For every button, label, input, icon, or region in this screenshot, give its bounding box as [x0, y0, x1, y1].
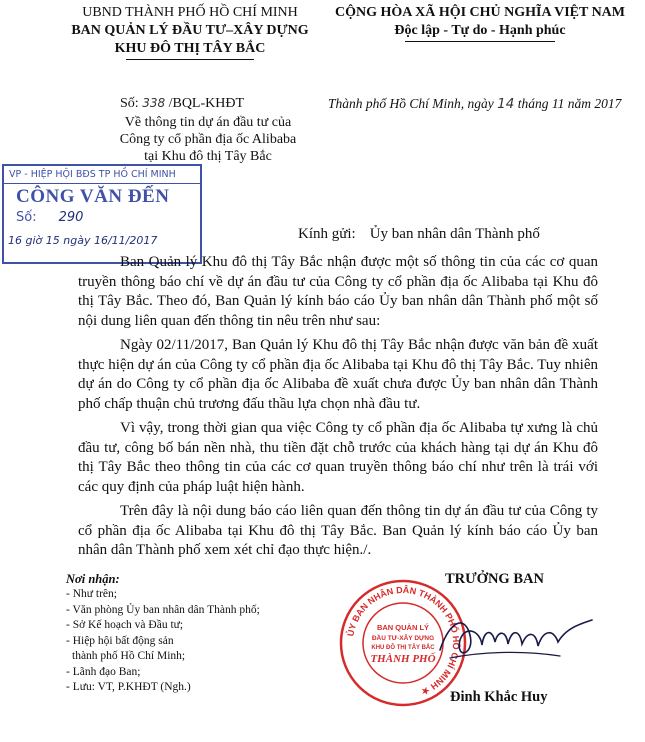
recipients-list-item: - Văn phòng Ủy ban nhân dân Thành phố;: [66, 603, 260, 616]
place-and-date: [328, 96, 621, 112]
svg-text:ĐẦU TƯ-XÂY DỰNG: ĐẦU TƯ-XÂY DỰNG: [371, 635, 435, 642]
country-name: CỘNG HÒA XÃ HỘI CHỦ NGHĨA VIỆT NAM: [334, 5, 625, 20]
national-motto: Độc lập - Tự do - Hạnh phúc: [394, 23, 566, 38]
stamp-received-time: 16 giờ 15 ngày 16/11/2017: [8, 234, 158, 247]
motto-underline: [405, 41, 555, 42]
recipients-list-item: - Hiệp hội bất động sản: [66, 634, 174, 647]
issuing-agency-header: [60, 4, 320, 60]
place-date-prefix: Thành phố Hồ Chí Minh, ngày: [328, 96, 498, 111]
svg-text:KHU ĐÔ THỊ TÂY BẮC: KHU ĐÔ THỊ TÂY BẮC: [371, 645, 435, 651]
recipients-list-item: - Lãnh đạo Ban;: [66, 665, 141, 678]
agency-name: BAN QUẢN LÝ ĐẦU TƯ–XÂY DỰNG: [71, 23, 309, 38]
recipients-title: Nơi nhận:: [66, 572, 120, 586]
stamp-number-label: Số:: [16, 210, 37, 225]
subject-line: [98, 114, 318, 165]
doc-number-suffix: /BQL-KHĐT: [165, 96, 245, 111]
recipient-value: Ủy ban nhân dân Thành phố: [369, 226, 540, 242]
handwritten-signature-icon: [420, 600, 600, 680]
agency-parent: UBND THÀNH PHỐ HỒ CHÍ MINH: [82, 5, 298, 20]
recipients-list: [66, 587, 326, 696]
body-paragraph: Trên đây là nội dung báo cáo liên quan đến thông tin dự án đầu tư của Công ty cổ phần địa ốc Alibaba tại Khu đô thị Tây Bắc. Ban Quản lý kính báo cáo Ủy ban nhân dân Thành phố xem xét chỉ đạo thực hiện./.: [78, 503, 598, 558]
stamp-organization: VP - HIỆP HỘI BĐS TP HỒ CHÍ MINH: [4, 166, 200, 184]
svg-text:ỦY BAN NHÂN DÂN THÀNH PHỐ HỒ C: ỦY BAN NHÂN DÂN THÀNH PHỐ HỒ CHÍ MINH ★: [345, 584, 462, 698]
body-paragraph: Ban Quản lý Khu đô thị Tây Bắc nhận được một số thông tin của các cơ quan truyền thông báo chí về dự án đầu tư của Công ty cổ phần địa ốc Alibaba tại Khu đô thị Tây Bắc. Theo đó, Ban Quản lý kính báo cáo Ủy ban nhân dân Thành phố một số nội dung liên quan đến thông tin nêu trên như sau:: [78, 254, 598, 329]
doc-number-handwritten: 338: [142, 96, 166, 110]
agency-name-line2: KHU ĐÔ THỊ TÂY BẮC: [114, 41, 266, 56]
stamp-number-row: [4, 210, 200, 230]
recipient-label: Kính gửi:: [298, 226, 356, 242]
place-date-suffix: tháng 11 năm 2017: [514, 96, 622, 111]
doc-number-prefix: Số:: [120, 96, 143, 111]
agency-underline: [126, 59, 254, 60]
recipient-line: [298, 226, 540, 243]
recipients-list-item: - Lưu: VT, P.KHĐT (Ngh.): [66, 681, 191, 693]
incoming-document-stamp: [2, 164, 202, 264]
subject-line-2: Công ty cổ phần địa ốc Alibaba: [119, 132, 297, 147]
subject-line-3: tại Khu đô thị Tây Bắc: [144, 149, 272, 164]
recipients-list-item: thành phố Hồ Chí Minh;: [72, 650, 186, 662]
svg-text:BAN QUẢN LÝ: BAN QUẢN LÝ: [376, 623, 430, 632]
stamp-number-value: 290: [58, 210, 84, 225]
recipients-list-item: - Sở Kế hoạch và Đầu tư;: [66, 619, 184, 631]
document-number: [120, 96, 244, 112]
stamp-title: CÔNG VĂN ĐẾN: [16, 186, 170, 207]
body-paragraph: Vì vậy, trong thời gian qua việc Công ty cổ phần địa ốc Alibaba tự xưng là chủ đầu tư, công bố bán nền nhà, thu tiền đặt chỗ trước của khách hàng tại dự án Khu đô thị Tây Bắc theo thông tin của các cơ quan truyền thông báo chí như trên là trái với các quy định của pháp luật hiện hành.: [78, 420, 598, 495]
signer-title: TRƯỞNG BAN: [445, 571, 544, 587]
date-day-handwritten: 14: [497, 96, 515, 112]
letter-body: [78, 253, 598, 566]
body-paragraph: Ngày 02/11/2017, Ban Quản lý Khu đô thị Tây Bắc nhận được văn bản đề xuất thực hiện dự án của Công ty cổ phần địa ốc Alibaba tại Khu đô thị Tây Bắc. Tuy nhiên dự án do Công ty cổ phần địa ốc Alibaba đề xuất chưa được Ủy ban nhân dân Thành phố chấp thuận chủ trương đấu thầu lựa chọn nhà đầu tư.: [78, 337, 598, 412]
subject-line-1: Về thông tin dự án đầu tư của: [124, 115, 292, 130]
recipients-list-item: - Như trên;: [66, 588, 117, 600]
national-motto-header: [330, 4, 630, 42]
svg-text:THÀNH PHỐ: THÀNH PHỐ: [370, 653, 436, 665]
signer-name: Đinh Khắc Huy: [450, 689, 548, 705]
